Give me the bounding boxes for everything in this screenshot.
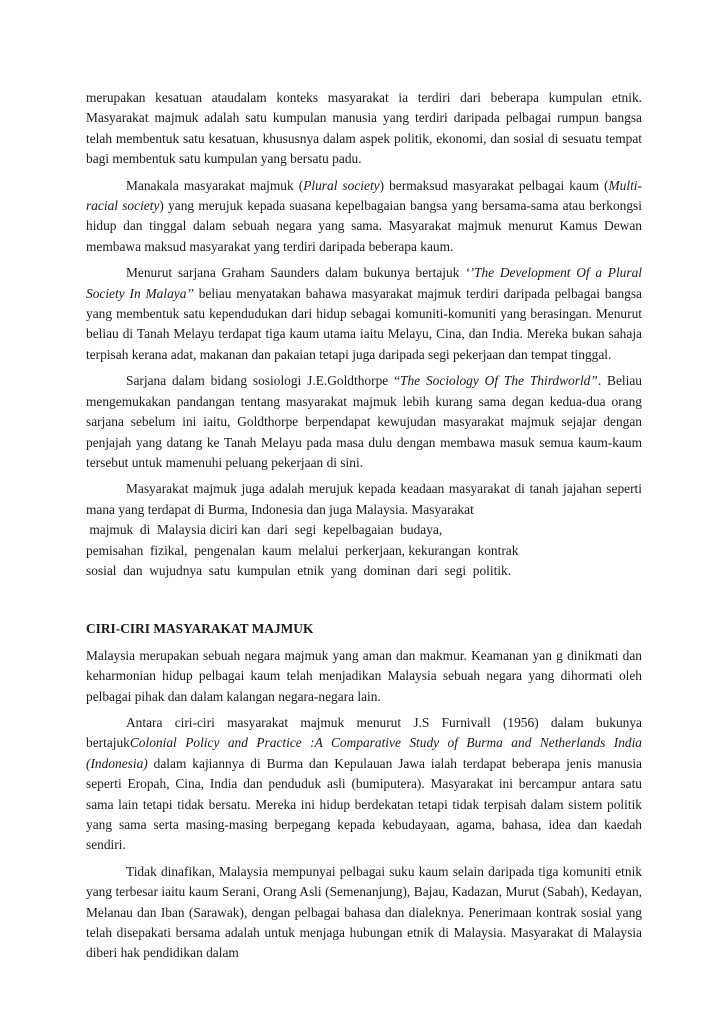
paragraph-malaysia: Malaysia merupakan sebuah negara majmuk yang aman dan makmur. Keamanan yan g dinikmati dan keharmonian hidup pelbagai kaum telah menjadikan Malaysia sebuah negara yang dihormati oleh pelbagai pihak dan dalam kalangan negara-negara lain. — [86, 647, 642, 704]
paragraph-ethnic-groups: Tidak dinafikan, Malaysia mempunyai pelbagai suku kaum selain daripada tiga komuniti etnik yang terbesar iaitu kaum Serani, Orang Asli (Semenanjung), Bajau, Kadazan, Murut (Sabah), Kedayan, Melanau dan Iban (Sarawak), dengan pelbagai bahasa dan dialeknya. Penerimaan kontrak sosial yang telah disepakati bersama adalah untuk menjaga hubungan etnik di Malaysia. Masyarakat di Malaysia diberi hak pendidikan dalam — [86, 863, 642, 961]
paragraph-plural-society — [86, 176, 642, 258]
text-run: ) yang merujuk kepada suasana kepelbagaian bangsa yang bersama-sama atau berkongsi hidup dan tinggal dalam sebuah negara yang sama. Masyarakat majmuk menurut Kamus Dewan membawa maksud masyarakat yang terdiri daripada beberapa kaum. — [86, 198, 642, 254]
book-title: ‘’The Development Of a Plural Society In Malaya’’ — [86, 265, 643, 301]
book-title: Colonial Policy and Practice :A Comparative Study of Burma and Netherlands India (Indonesia) — [86, 735, 642, 771]
document-page — [86, 88, 642, 970]
book-title: The Sociology Of The Thirdworld” — [400, 373, 598, 389]
text-run: Manakala masyarakat majmuk ( — [126, 177, 304, 193]
text-run: Antara ciri-ciri masyarakat majmuk menurut J.S Furnivall (1956) dalam bukunya bertajuk — [86, 714, 642, 751]
paragraph-colonial-context-continued — [86, 520, 642, 581]
paragraph-colonial-context: Masyarakat majmuk juga adalah merujuk kepada keadaan masyarakat di tanah jajahan seperti mana yang terdapat di Burma, Indonesia dan juga Malaysia. Masyarakat — [86, 481, 642, 517]
text-run: dalam kajiannya di Burma dan Kepulauan Jawa ialah terdapat beberapa jenis manusia seperti Eropah, Cina, India dan penduduk asli (bumiputera). Masyarakat ini bercampur antara satu sama lain tetapi tidak bersatu. Mereka ini hidup berdekatan tetapi tidak terpisah dalam sistem politik yang sama serta masing-masing berpegang kepada kebudayaan, agama, bahasa, idea dan kaedah sendiri. — [86, 755, 642, 853]
paragraph-furnivall — [86, 713, 642, 856]
paragraph-intro: merupakan kesatuan ataudalam konteks masyarakat ia terdiri dari beberapa kumpulan etnik. Masyarakat majmuk adalah satu kumpulan manusia yang terdiri daripada pelbagai rumpun bangsa telah membentuk satu kesatuan, khususnya dalam aspek politik, ekonomi, dan sosial di sesuatu tempat bagi membentuk satu kumpulan yang bersatu padu. — [86, 90, 642, 167]
text-run: ) bermaksud masyarakat pelbagai kaum ( — [379, 177, 609, 193]
italic-term: Plural society — [303, 177, 380, 193]
paragraph-goldthorpe — [86, 371, 642, 473]
section-heading: CIRI-CIRI MASYARAKAT MAJMUK — [86, 621, 314, 637]
text-run: Sarjana dalam bidang sosiologi J.E.Goldthorpe “ — [126, 373, 401, 389]
italic-term: Multi-racial society — [86, 177, 642, 214]
text-run: . Beliau mengemukakan pandangan tentang masyarakat majmuk lebih kurang sama degan kedua-dua orang sarjana sebelum ini iaitu, Goldthorpe berpendapat kewujudan masyarakat majmuk sejajar dengan penjajah yang datang ke Tanah Melayu pada masa dulu dengan membawa masuk semua kaum-kaum tersebut untuk mamenuhi peluang pekerjaan di sini. — [86, 373, 642, 470]
text-line: majmuk di Malaysia diciri kan dari segi kepelbagaian budaya, — [86, 522, 443, 538]
text-run: Menurut sarjana Graham Saunders dalam bukunya bertajuk — [126, 265, 466, 281]
text-line: pemisahan fizikal, pengenalan kaum melalui perkerjaan, kekurangan kontrak — [86, 542, 519, 558]
text-line: sosial dan wujudnya satu kumpulan etnik yang dominan dari segi politik. — [86, 562, 512, 578]
paragraph-saunders — [86, 263, 642, 365]
text-run: beliau menyatakan bahawa masyarakat majmuk terdiri daripada pelbagai bangsa yang membentuk satu kependudukan dari hidup sebagai komuniti-komuniti yang berasingan. Menurut beliau di Tanah Melayu terdapat tiga kaum utama iaitu Melayu, Cina, dan India. Mereka bukan sahaja terpisah kerana adat, makanan dan pakaian tetapi juga daripada segi pekerjaan dan tempat tinggal. — [86, 285, 642, 362]
